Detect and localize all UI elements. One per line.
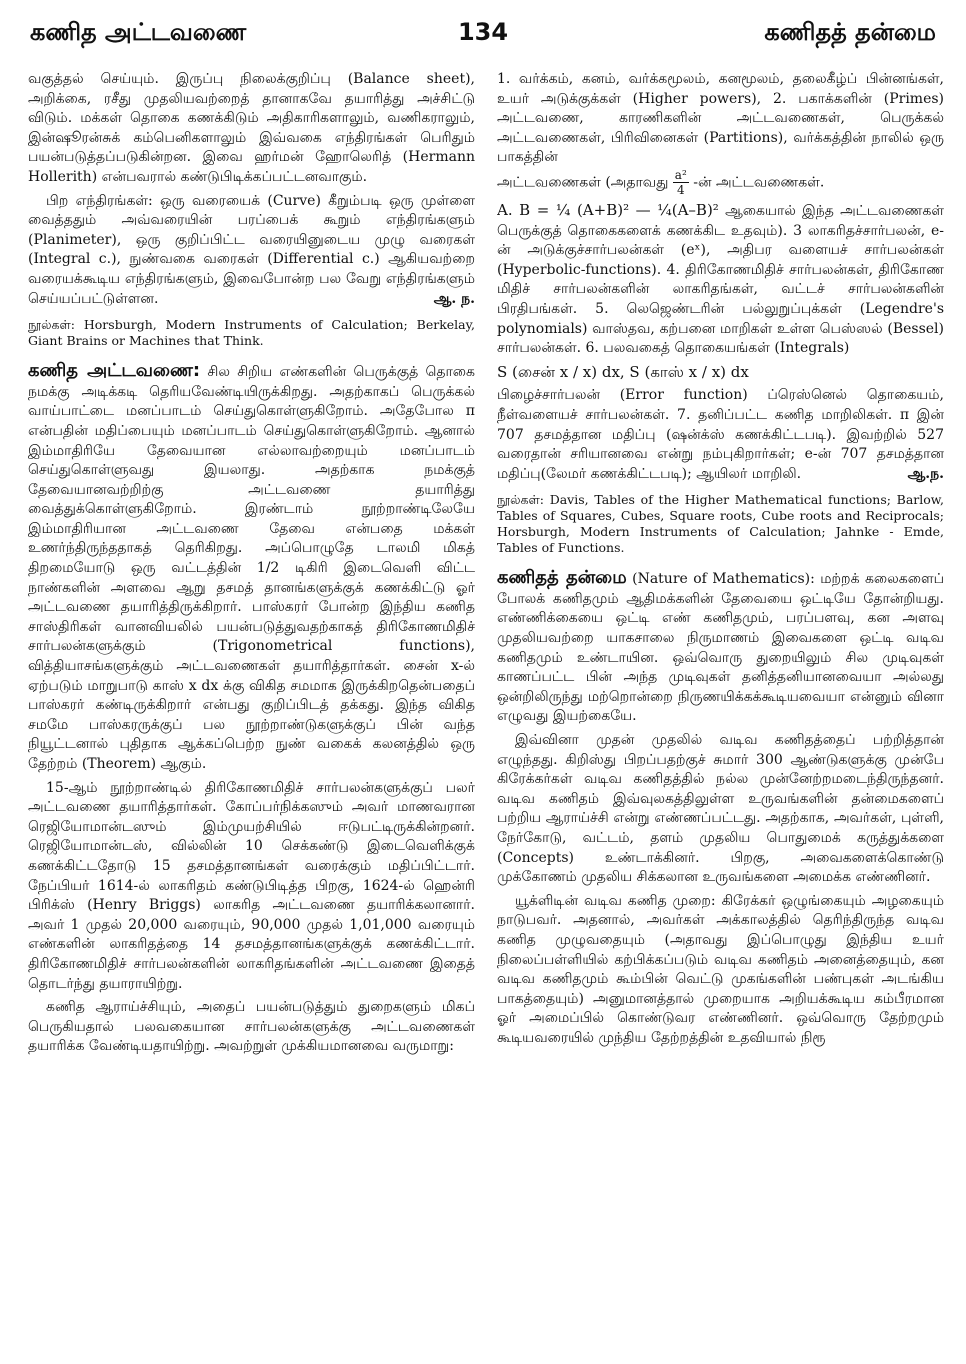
author-signature: ஆ.ந. — [907, 465, 944, 482]
bibliography: நூல்கள்: Horsburgh, Modern Instruments of Calculation; Berkelay, Giant Brains or Machines that Think. — [28, 317, 475, 349]
paragraph-other-machines — [28, 192, 475, 310]
paragraph: வகுத்தல் செய்யும். இருப்பு நிலைக்குறிப்பு (Balance sheet), அறிக்கை, ரசீது முதலியவற்றைத் தானாகவே தயாரித்து அச்சிட்டு விடும். மக்கள் தொகை கணக்கிடும் அதிகாரிகளாலும், வணிகராலும், இன்ஷூரன்சுக் கம்பெனிகளாலும் இவ்வகை எந்திரங்கள் பெரிதும் பயன்படுத்தப்படுகின்றன. இவை ஹர்மன் ஹோலெரித் (Hermann Hollerith) என்பவரால் கண்டுபிடிக்கப்பட்டனவாகும். — [28, 71, 475, 185]
paragraph: யூக்ளிடின் வடிவ கணித முறை: கிரேக்கர் ஒழுங்கையும் அழகையும் நாடுபவர். அதனால், அவர்கள் அக்காலத்தில் தெரிந்திருந்த வடிவ கணித முழுவதையும் (அதாவது இப்பொழுது இந்திய உயர் நிலைப்பள்ளியில் கற்பிக்கப்படும் வடிவ கணிதம் அனைத்தையும், கன வடிவ கணிதமும் கூம்பின் வெட்டு முகங்களின் பண்புகள் அடங்கிய பாகத்தையும்) அனுமானத்தால் முறையாக அறியக்கூடிய கம்பீரமான ஓர் அமைப்பில் கொண்டுவர எண்ணினர். ஒவ்வொரு தேற்றமும் கூடியவரையில் முந்திய தேற்றத்தின் உதவியால் நிரூ — [497, 892, 944, 1046]
page-number: 134 — [457, 18, 509, 46]
paragraph-text: பிற எந்திரங்கள்: ஒரு வரையைக் (Curve) கீறும்படி ஒரு முள்ளை வைத்ததும் அவ்வரையின் பரப்பைக் கூறும் எந்திரங்களும் (Planimeter), ஒரு குறிப்பிட்ட வரையினுடைய முழு வரைகள் (Integral c.), நுண்வகை வரைகள் (Differential c.) ஆகியவற்றை வரையக்கூடிய எந்திரங்களும், இவைபோன்ற பல வேறு எந்திரங்களும் செய்யப்பட்டுள்ளன. — [28, 192, 475, 307]
entry-start — [28, 361, 475, 774]
paragraph: 15-ஆம் நூற்றாண்டில் திரிகோணமிதிச் சார்பலன்களுக்குப் பலர் அட்டவணை தயாரித்தார்கள். கோப்பர்நிக்கஸும் அவர் மாணவரான ரெஜியோமான்டஸும் இம்முயற்சியில் ஈடுபட்டிருக்கின்றனர். ரெஜியோமான்டஸ், வில்லின் 10 செக்கண்டு இடைவெளிக்குக் கணக்கிட்டதோடு 15 தசமத்தானங்கள் வரைக்கும் மதிப்பிட்டார். நேப்பியர் 1614-ல் லாகரிதம் கண்டுபிடித்த பிறகு, 1624-ல் ஹென்ரி பிரிக்ஸ் (Henry Briggs) லாகரித அட்டவணை தயாரிக்கலானார். அவர் 1 முதல் 20,000 வரையும், 90,000 முதல் 1,01,000 வரையும் எண்களின் லாகரிதத்தை 14 தசமத்தானங்களுக்குக் கணக்கிட்டார். திரிகோணமிதிச் சார்பலன்களின் லாகரிதங்களின் அட்டவணை இதைத் தொடர்ந்து தயாராயிற்று. — [28, 779, 475, 992]
list-text: 1. வர்க்கம், கனம், வர்க்கமூலம், கனமூலம், தலைகீழ்ப் பின்னங்கள், உயர் அடுக்குக்கள் (Higher powers), 2. பகாக்களின் (Primes) அட்டவணை, காரணிகளின் அட்டவணைகள், பெருக்கல் அட்டவணைகள், பிரிவினைகள் (Partitions), வர்க்கத்தின் நாலில் ஒரு பாகத்தின் — [497, 71, 944, 166]
fraction-numerator: a² — [674, 167, 687, 182]
running-head-left: கணித அட்டவணை — [30, 18, 247, 46]
entry-title-english: (Nature of Mathematics): — [632, 571, 815, 588]
paragraph-text: பிழைச்சார்பலன் (Error function) ப்ரெஸ்னெல் தொகையம், நீள்வளையச் சார்பலன்கள். 7. தனிப்பட்ட கணித மாறிலிகள். π இன் 707 தசமத்தான மதிப்பு (ஷன்க்ஸ் கணக்கிட்டபடி). இவற்றில் 527 வரைதான் சரியானவை என்று நம்புகிறார்கள்; e-ன் 707 தசமத்தான மதிப்பு(லேமர் கணக்கிட்டபடி); ஆயிலர் மாறிலி. — [497, 387, 944, 482]
paragraph-formula — [497, 201, 944, 359]
fraction — [673, 168, 689, 197]
entry-text: சில சிறிய எண்களின் பெருக்குத் தொகை நமக்கு அடிக்கடி தெரியவேண்டியிருக்கிறது. அதற்காகப் பெருக்கல் வாய்பாட்டை மனப்பாடம் செய்துகொள்ளுகிறோம். அதேபோல π என்பதின் மதிப்பையும் மனப்பாடம் செய்துகொள்ளுகிறோம். ஆனால் இம்மாதிரியே தேவையான எல்லாவற்றையும் மனப்பாடம் செய்துகொள்ளுவது இயலாது. அதற்காக நமக்குத் தேவையானவற்றிற்கு அட்டவணை தயாரித்து வைத்துக்கொள்ளுகிறோம். இரண்டாம் நூற்றாண்டிலேயே இம்மாதிரியான அட்டவணை தேவை என்பதை மக்கள் உணர்ந்திருந்ததாகத் தெரிகிறது. அப்பொழுதே டாலமி மிகத் திறமையோடு ஒரு வட்டத்தின் 1/2 டிகிரி இடைவெளி விட்ட நாண்களின் அளவை ஆறு தசமத் தானங்களுக்குக் கணக்கிட்டு ஓர் அட்டவணை தயாரித்திருக்கிறார். பாஸ்கரர் போன்ற இந்திய கணித சாஸ்திரிகள் வானவியலில் பயன்படுத்துவதற்காகத் திரிகோணமிதிச் சார்பலன்களுக்கும் (Trigonometrical functions), வித்தியாசங்களுக்கும் அட்டவணைகள் தயாரித்தார்கள். சைன் x-ல் ஏற்படும் மாறுபாடு காஸ் x dx க்கு விகித சமமாக இருக்கிறதென்பதைப் பாஸ்கரர் கண்டிருக்கிறார் என்பது குறிப்பிடத் தக்கது. இந்த விகித சமமே பாஸ்கரருக்குப் பல நூற்றாண்டுகளுக்குப் பின் வந்த நியூட்டனால் புதிதாக ஆக்கப்பெற்ற நுண் வகைக் கலனத்தில் ஒரு தேற்றம் (Theorem) ஆகும். — [28, 364, 475, 772]
paragraph: இவ்வினா முதன் முதலில் வடிவ கணிதத்தைப் பற்றித்தான் எழுந்தது. கிறிஸ்து பிறப்பதற்குச் சுமார் 300 ஆண்டுகளுக்கு முன்பே கிரேக்கர்கள் வடிவ கணிதத்தில் நல்ல முன்னேற்றமடைந்திருந்தனர். வடிவ கணிதம் இவ்வுலகத்திலுள்ள உருவங்களின் தன்மைகளைப் பற்றிய ஆராய்ச்சி என்று எண்ணப்பட்டது. அதற்காக, அவர்கள், புள்ளி, நேர்கோடு, வட்டம், தளம் முதலிய பொதுமைக் கருத்துக்களை (Concepts) உண்டாக்கினர். பிறகு, அவைகளைக்கொண்டு முக்கோணம் முதலிய சிக்கலான உருவங்களை அமைக்க எண்ணினர். — [497, 732, 944, 886]
entry-text: மற்றக் கலைகளைப் போலக் கணிதமும் ஆதிமக்களின் தேவையை ஒட்டியே தோன்றியது. எண்ணிக்கையை ஒட்டி எண் கணிதமும், பரப்பளவு, கன அளவு முதலியவற்றை யாகசாலை நிருமாணம் இவைகளை ஒட்டி வடிவ கணிதமும் உண்டாயின. ஒவ்வொரு துறையிலும் சில முடிவுகள் காணப்பட்ட பின் அந்த முடிவுகள் தனித்தனியானவையா அல்லது ஒன்றிலிருந்து மற்றொன்றை நிருணயிக்கக்கூடியவையா என்னும் வினா எழுவது இயற்கையே. — [497, 571, 944, 725]
list-tail-a: அட்டவணைகள் (அதாவது — [497, 174, 669, 191]
integral-formula: S (சைன் x / x) dx, S (காஸ் x / x) dx — [497, 362, 749, 381]
list-tail-b: -ன் அட்டவணைகள். — [693, 174, 825, 191]
paragraph-list — [497, 70, 944, 197]
author-signature: ஆ. ந. — [433, 290, 475, 307]
entry-title: கணிதத் தன்மை — [497, 567, 627, 589]
formula: A. B = ¼ (A+B)² — ¼(A–B)² — [497, 200, 719, 219]
right-column — [497, 70, 944, 1350]
paragraph-constants — [497, 386, 944, 484]
entry-title: கணித அட்டவணை: — [28, 360, 201, 382]
bibliography: நூல்கள்: Davis, Tables of the Higher Mathematical functions; Barlow, Tables of Squares, Cubes, Square roots, Cube roots and Reciprocals; Horsburgh, Modern Instruments of Calculation; Jahnke - Emde, Tables of Functions. — [497, 492, 944, 556]
fraction-denominator: 4 — [676, 182, 685, 197]
running-head-right: கணிதத் தன்மை — [764, 18, 936, 46]
entry-start — [497, 568, 944, 727]
page-header — [30, 18, 936, 54]
left-column — [28, 70, 475, 1350]
paragraph: கணித ஆராய்ச்சியும், அதைப் பயன்படுத்தும் துறைகளும் மிகப் பெருகியதால் பலவகையான சார்பலன்களுக்கு அட்டவணைகள் தயாரிக்க வேண்டியதாயிற்று. அவற்றுள் முக்கியமானவை வருமாறு: — [28, 999, 475, 1055]
paragraph-text: ஆகையால் இந்த அட்டவணைகள் பெருக்குத் தொகைகளைக் கணக்கிட உதவும்). 3 லாகரிதச்சார்பலன், e-ன் அடுக்குச்சார்பலன்கள் (eˣ), அதிபர வளையச் சார்பலன்கள் (Hyperbolic-functions). 4. திரிகோணமிதிச் சார்பலன்கள், திரிகோண மிதிச் சார்பலன்களின் லாகரிதங்கள், வட்டச் சார்பலன்களின் பிரதிபங்கள். 5. லெஜெண்டரின் பல்லுறுப்புக்கள் (Legendre's polynomials) வாஸ்தவ, கற்பனை மாறிகள் உள்ள பெஸ்ஸல் (Bessel) சார்பலன்கள். 6. பலவகைத் தொகையங்கள் (Integrals) — [497, 202, 944, 357]
